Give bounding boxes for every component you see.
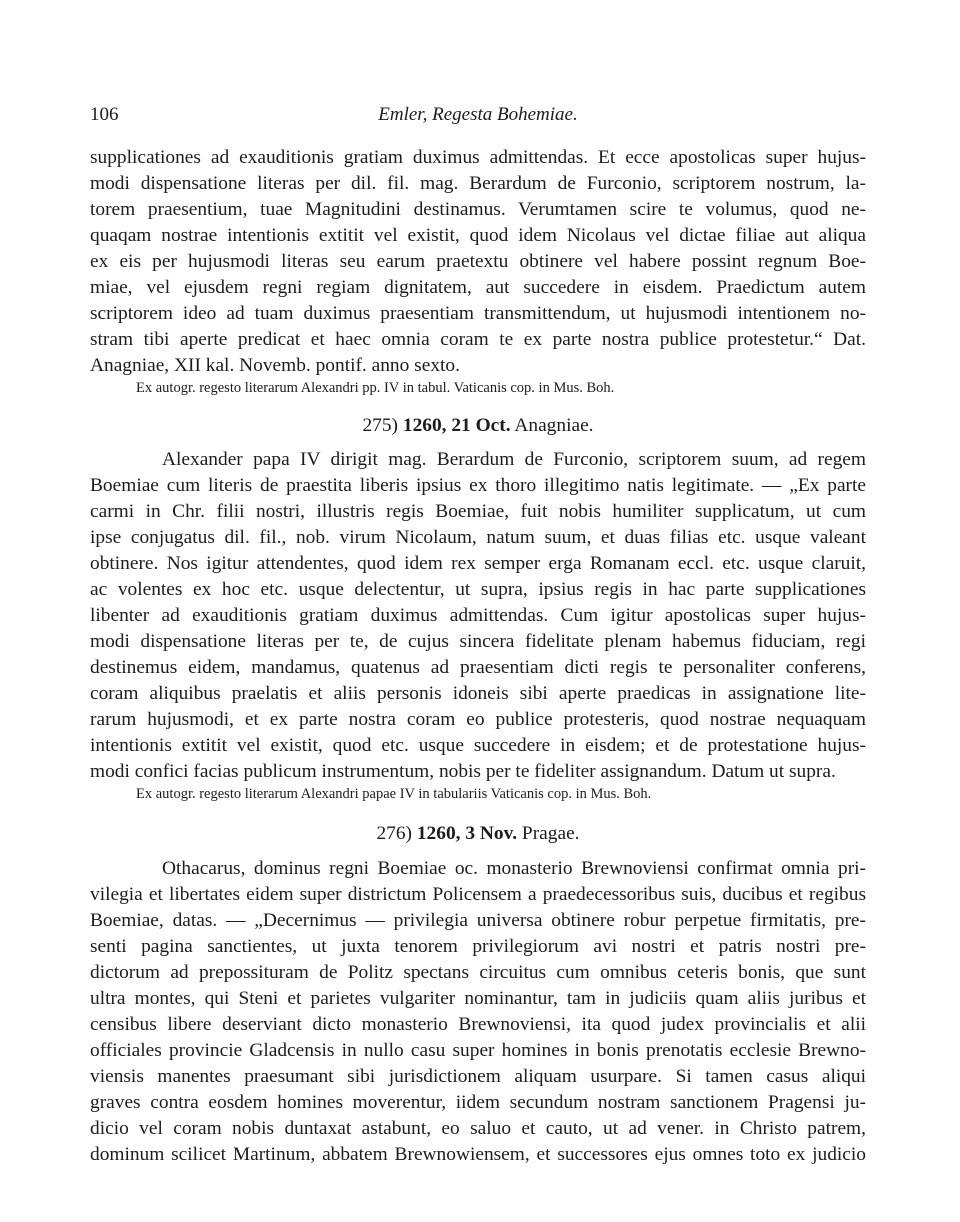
text-line: libenter ad exauditionis gratiam duximus admittendas. Cum igitur apostolicas super hujus-	[90, 605, 866, 626]
text-line: Boemiae cum literis de praestita liberis ipsius ex thoro illegitimo natis legitimate. — „Ex parte	[90, 475, 866, 496]
text-line: supplicationes ad exauditionis gratiam duximus admittendas. Et ecce apostolicas super hujus-	[90, 147, 866, 168]
entry-place: Pragae.	[521, 823, 580, 844]
entry-number: 275)	[362, 415, 399, 436]
entry-heading-275	[90, 412, 866, 440]
text-line: modi confici facias publicum instrumentum, nobis per te fideliter assignandum. Datum ut supra.	[90, 761, 836, 782]
text-line: intentionis extitit vel existit, quod etc. usque succedere in eisdem; et de protestatione hujus-	[90, 735, 866, 756]
text-line: obtinere. Nos igitur attendentes, quod idem rex semper erga Romanam eccl. etc. usque claruit,	[90, 553, 866, 574]
source-note: Ex autogr. regesto literarum Alexandri pp. IV in tabul. Vaticanis cop. in Mus. Boh.	[136, 380, 615, 396]
text-line: censibus libere deserviant dicto monasterio Brewnoviensi, ita quod judex provincialis et alii	[90, 1014, 866, 1035]
text-line: destinemus eidem, mandamus, quatenus ad praesentiam dicti regis te personaliter conferens,	[90, 657, 866, 678]
text-line: Alexander papa IV dirigit mag. Berardum de Furconio, scriptorem suum, ad regem	[162, 449, 866, 470]
source-note: Ex autogr. regesto literarum Alexandri papae IV in tabulariis Vaticanis cop. in Mus. Boh.	[136, 786, 652, 802]
text-line: graves contra eosdem homines moverentur, iidem secundum nostram sanctionem Pragensi ju-	[90, 1092, 866, 1113]
text-line: viensis manentes praesumant sibi jurisdictionem aliquam usurpare. Si tamen casus aliqui	[90, 1066, 866, 1087]
text-line: senti pagina sanctientes, ut juxta tenorem privilegiorum avi nostri et patris nostri pre-	[90, 936, 866, 957]
page-header	[90, 104, 866, 130]
running-title: Emler, Regesta Bohemiae.	[378, 104, 578, 125]
text-line: ipse conjugatus dil. fil., nob. virum Nicolaum, natum suum, et duas filias etc. usque valeant	[90, 527, 866, 548]
text-line: dominum scilicet Martinum, abbatem Brewnowiensem, et successores ejus omnes toto ex judicio	[90, 1144, 866, 1165]
text-line: Anagniae, XII kal. Novemb. pontif. anno sexto.	[90, 355, 460, 376]
entry-heading-276	[90, 820, 866, 848]
text-line: dictorum ad prepossituram de Politz spectans circuitus cum omnibus ceteris bonis, que sunt	[90, 962, 866, 983]
text-line: carmi in Chr. filii nostri, illustris regis Boemiae, fuit nobis humiliter supplicatum, ut cum	[90, 501, 866, 522]
text-line: scriptorem ideo ad tuam duximus praesentiam transmittendum, ut hujusmodi intentionem no-	[90, 303, 866, 324]
text-line: ac volentes ex hoc etc. usque delectentur, ut supra, ipsius regis in hac parte supplicationes	[90, 579, 866, 600]
text-line: coram aliquibus praelatis et aliis personis idoneis sibi aperte praedicas in assignatione lite-	[90, 683, 866, 704]
text-line: modi dispensatione literas per dil. fil. mag. Berardum de Furconio, scriptorem nostrum, la-	[90, 173, 866, 194]
entry-place: Anagniae.	[514, 415, 594, 436]
text-line: ultra montes, qui Steni et parietes vulgariter nominantur, tam in judiciis quam aliis juribus et	[90, 988, 866, 1009]
text-line: ex eis per hujusmodi literas seu earum praetextu obtinere vel habere possint regnum Boe-	[90, 251, 866, 272]
text-line: modi dispensatione literas per te, de cujus sincera fidelitate plenam habemus fiduciam, regi	[90, 631, 866, 652]
text-line: stram tibi aperte predicat et haec omnia coram te ex parte nostra publice protestetur.“ Dat.	[90, 329, 866, 350]
text-line: officiales provincie Gladcensis in nullo casu super homines in bonis prenotatis ecclesie Brewno-	[90, 1040, 866, 1061]
page-number: 106	[90, 104, 119, 125]
text-line: torem praesentium, tuae Magnitudini destinamus. Verumtamen scire te volumus, quod ne-	[90, 199, 866, 220]
entry-date: 1260, 3 Nov.	[416, 823, 518, 844]
text-line: quaqam nostrae intentionis extitit vel existit, quod idem Nicolaus vel dictae filiae aut aliqua	[90, 225, 866, 246]
text-line: dicio vel coram nobis duntaxat astabunt, eo saluo et cauto, ut ad vener. in Christo patrem,	[90, 1118, 866, 1139]
text-line: rarum hujusmodi, et ex parte nostra coram eo publice protesteris, quod nostrae nequaquam	[90, 709, 866, 730]
text-line: Othacarus, dominus regni Boemiae oc. monasterio Brewnoviensi confirmat omnia pri-	[162, 858, 866, 879]
text-line: miae, vel ejusdem regni regiam dignitatem, aut succedere in eisdem. Praedictum autem	[90, 277, 866, 298]
text-line: vilegia et libertates eidem super districtum Policensem a praedecessoribus suis, ducibus et regibus	[90, 884, 866, 905]
text-line: Boemiae, datas. — „Decernimus — privilegia universa obtinere robur perpetue firmitatis, pre-	[90, 910, 866, 931]
entry-number: 276)	[376, 823, 412, 844]
entry-date: 1260, 21 Oct.	[402, 415, 511, 436]
